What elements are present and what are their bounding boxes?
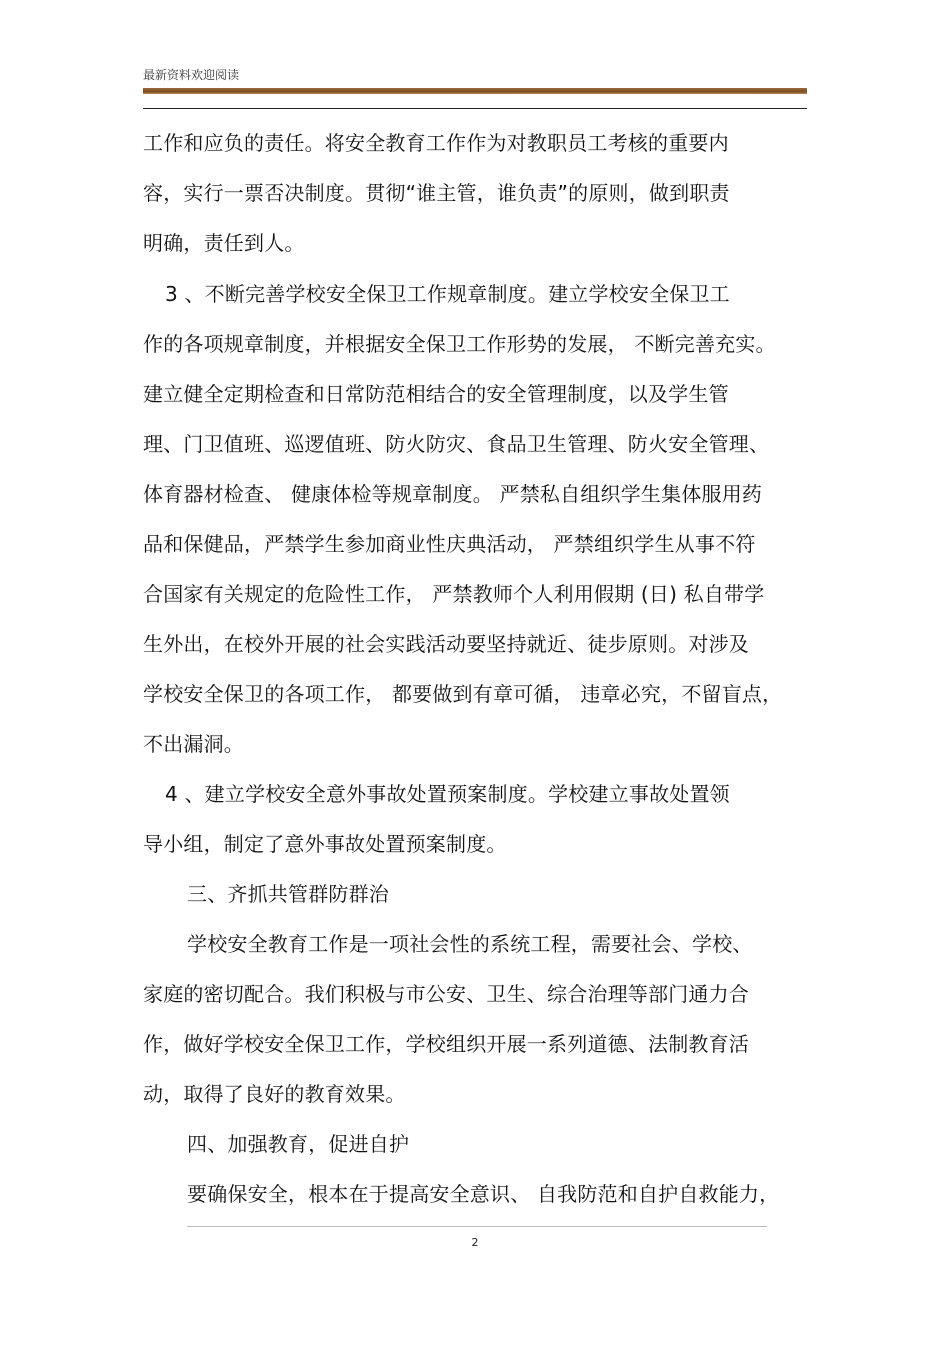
- text-line: 品和保健品，严禁学生参加商业性庆典活动， 严禁组织学生从事不符: [143, 532, 756, 556]
- footer-rule: [187, 1226, 767, 1227]
- text-line: 工作和应负的责任。将安全教育工作作为对教职员工考核的重要内: [143, 131, 729, 155]
- text-line: 作，做好学校安全保卫工作，学校组织开展一系列道德、法制教育活: [143, 1032, 749, 1056]
- text-line: 3 、不断完善学校安全保卫工作规章制度。建立学校安全保卫工: [165, 282, 730, 306]
- text-line: 合国家有关规定的危险性工作， 严禁教师个人利用假期 (日) 私自带学: [143, 582, 765, 606]
- text-line: 体育器材检查、 健康体检等规章制度。 严禁私自组织学生集体服用药: [143, 482, 763, 506]
- header-text: 最新资料欢迎阅读: [143, 68, 240, 82]
- text-line: 三、齐抓共管群防群治: [187, 882, 389, 906]
- text-line: 容，实行一票否决制度。贯彻“谁主管，谁负责”的原则，做到职责: [143, 181, 730, 205]
- text-line: 要确保安全，根本在于提高安全意识、 自我防范和自护自救能力，: [187, 1182, 780, 1206]
- text-line: 明确，责任到人。: [143, 231, 305, 255]
- text-line: 不出漏洞。: [143, 732, 244, 756]
- text-line: 动，取得了良好的教育效果。: [143, 1082, 406, 1106]
- text-line: 四、加强教育，促进自护: [187, 1132, 410, 1156]
- header-rule-thick: [143, 88, 807, 94]
- text-line: 4 、建立学校安全意外事故处置预案制度。学校建立事故处置领: [165, 782, 730, 806]
- text-line: 导小组，制定了意外事故处置预案制度。: [143, 832, 507, 856]
- header-rule-thin: [143, 108, 807, 109]
- text-line: 建立健全定期检查和日常防范相结合的安全管理制度，以及学生管: [143, 382, 729, 406]
- text-line: 学校安全保卫的各项工作， 都要做到有章可循， 违章必究，不留盲点，: [143, 682, 783, 706]
- page-number: 2: [471, 1236, 479, 1249]
- text-line: 理、门卫值班、巡逻值班、防火防灾、食品卫生管理、防火安全管理、: [143, 432, 770, 456]
- text-line: 家庭的密切配合。我们积极与市公安、卫生、综合治理等部门通力合: [143, 982, 749, 1006]
- text-line: 学校安全教育工作是一项社会性的系统工程，需要社会、学校、: [187, 932, 753, 956]
- text-line: 生外出，在校外开展的社会实践活动要坚持就近、徒步原则。对涉及: [143, 632, 749, 656]
- text-line: 作的各项规章制度，并根据安全保卫工作形势的发展， 不断完善充实。: [143, 332, 776, 356]
